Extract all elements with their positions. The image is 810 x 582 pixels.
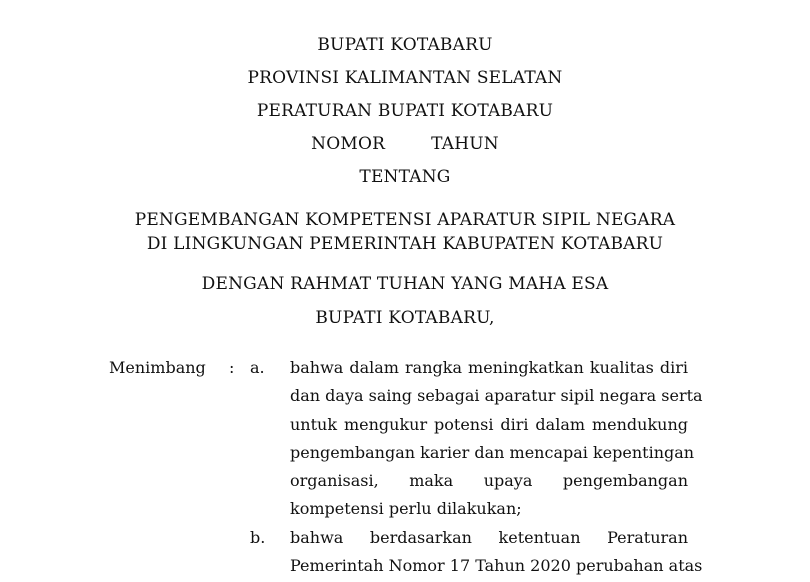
paragraph-line: pengembangan karier dan mencapai kepentingan: [290, 442, 695, 462]
paragraph-line: bahwa dalam rangka meningkatkan kualitas diri: [290, 358, 688, 377]
paragraph-line: bahwa berdasarkan ketentuan Peraturan: [290, 528, 688, 547]
menimbang-colon: :: [229, 358, 235, 377]
preamble-line-2: BUPATI KOTABARU,: [315, 308, 495, 328]
paragraph-line: Pemerintah Nomor 17 Tahun 2020 perubahan atas: [290, 556, 703, 576]
item-b-paragraph: [290, 524, 703, 581]
paragraph-line: organisasi, maka upaya pengembangan: [290, 471, 688, 491]
paragraph-line: kompetensi perlu dilakukan;: [290, 499, 522, 519]
subject-line-2: DI LINGKUNGAN PEMERINTAH KABUPATEN KOTABARU: [146, 234, 664, 254]
item-a-marker: a.: [250, 358, 265, 377]
nomor-label: NOMOR: [311, 134, 386, 154]
subject-line-1: PENGEMBANGAN KOMPETENSI APARATUR SIPIL NEGARA: [134, 210, 676, 230]
tahun-label: TAHUN: [431, 134, 499, 154]
paragraph-line: untuk mengukur potensi diri dalam mendukung: [290, 414, 688, 434]
paragraph-line: dan daya saing sebagai aparatur sipil negara serta: [290, 386, 703, 406]
preamble-line-1: DENGAN RAHMAT TUHAN YANG MAHA ESA: [201, 274, 609, 294]
header-regent-title: BUPATI KOTABARU: [317, 35, 493, 55]
header-regulation-title: PERATURAN BUPATI KOTABARU: [256, 101, 554, 121]
menimbang-label: Menimbang: [109, 358, 206, 377]
header-tentang: TENTANG: [359, 167, 451, 187]
header-number-year: [0, 134, 810, 154]
item-b-marker: b.: [250, 528, 266, 547]
item-a-paragraph: [290, 354, 703, 524]
header-province: PROVINSI KALIMANTAN SELATAN: [247, 68, 563, 88]
